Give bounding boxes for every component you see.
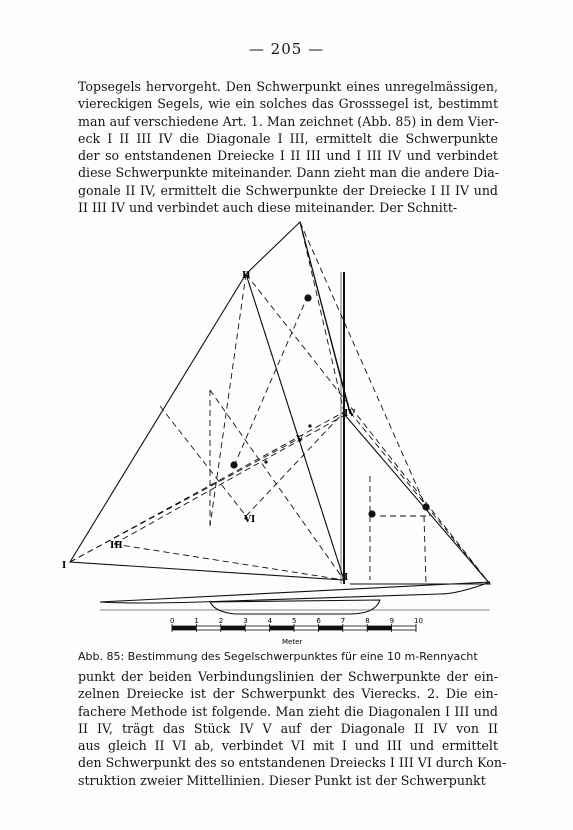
scale-number: 7	[340, 617, 346, 625]
mainsail	[344, 414, 490, 584]
scale-bar	[170, 617, 423, 646]
label-IV-mast: IV	[344, 409, 356, 419]
text-line: man auf verschiedene Art. 1. Man zeichnet (Abb. 85) in dem Vier-	[78, 113, 499, 129]
text-line: der so entstandenen Dreiecke I II III und I III IV und verbindet	[78, 148, 498, 164]
text-line: diese Schwerpunkte miteinander. Dann zieht man die andere Dia-	[78, 165, 500, 181]
scale-number: 5	[292, 617, 297, 625]
scale-segment	[196, 626, 220, 630]
centroid-dot	[304, 294, 311, 301]
topsail	[246, 222, 350, 412]
diagonal-line	[350, 412, 490, 584]
hull-keel	[210, 600, 380, 614]
scale-segment	[294, 626, 318, 630]
scale-segment	[221, 626, 245, 630]
label-VI: VI	[244, 515, 256, 525]
diagonal-line	[160, 406, 246, 516]
text-line: II IV, trägt das Stück IV V auf der Diagonale II IV von II	[78, 720, 498, 736]
scale-number: 10	[414, 617, 423, 625]
sail-diagram	[60, 216, 510, 648]
diagonal-line	[210, 390, 344, 580]
scale-number: 8	[365, 617, 370, 625]
diagonal-line	[70, 438, 300, 562]
yacht-hull	[100, 582, 490, 603]
figure-caption: Abb. 85: Bestimmung des Segelschwerpunktes für eine 10 m-Rennyacht	[78, 650, 478, 663]
paragraph-bottom	[78, 668, 507, 789]
diagonal-line	[246, 274, 490, 584]
text-line: Topsegels hervorgeht. Den Schwerpunkt eines unregelmässigen,	[78, 79, 498, 94]
sail-diagram-figure	[60, 216, 510, 648]
diagonal-line	[300, 222, 430, 516]
scale-segment	[245, 626, 269, 630]
label-I-mast: I	[344, 573, 349, 583]
scale-segment	[270, 626, 294, 630]
scale-unit-label: Meter	[282, 638, 303, 646]
scale-segment	[367, 626, 391, 630]
scale-number: 9	[389, 617, 395, 625]
text-line: gonale II IV, ermittelt die Schwerpunkte der Dreiecke I II IV und	[78, 182, 498, 198]
scale-number: 1	[194, 617, 199, 625]
text-line: aus gleich II VI ab, verbindet VI mit I und III und ermittelt	[78, 738, 498, 754]
label-III-jib: III	[110, 541, 123, 551]
scale-number: 3	[243, 617, 248, 625]
centroid-dot	[230, 461, 237, 468]
diagonal-line	[114, 544, 344, 580]
label-II-top: II	[242, 271, 251, 281]
text-line: zelnen Dreiecke ist der Schwerpunkt des Vierecks. 2. Die ein-	[78, 686, 498, 702]
scale-number: 2	[218, 617, 224, 625]
text-line: eck I II III IV die Diagonale I III, ermittelt die Schwerpunkte	[78, 130, 498, 146]
marker-dot	[308, 424, 311, 427]
centroid-dot	[368, 510, 375, 517]
scale-segment	[318, 626, 342, 630]
diagonal-line	[210, 274, 246, 526]
text-line: punkt der beiden Verbindungslinien der Schwerpunkte der ein-	[78, 669, 498, 684]
diagonal-line	[424, 516, 426, 584]
scale-number: 6	[316, 617, 321, 625]
text-line: fachere Methode ist folgende. Man zieht die Diagonalen I III und	[78, 703, 498, 719]
centroid-dot	[422, 503, 429, 510]
foresail	[70, 274, 344, 580]
text-line: struktion zweier Mittellinien. Dieser Punkt ist der Schwerpunkt	[78, 772, 486, 788]
scale-number: 0	[170, 617, 175, 625]
scale-segment	[343, 626, 367, 630]
text-line: den Schwerpunkt des so entstandenen Dreiecks I III VI durch Kon-	[78, 755, 507, 771]
label-V: V	[296, 435, 303, 445]
diagonal-line	[300, 222, 344, 412]
scale-segment	[392, 626, 416, 630]
scale-segment	[172, 626, 196, 630]
marker-dot	[264, 460, 267, 463]
text-line: viereckigen Segels, wie ein solches das Grosssegel ist, bestimmt	[78, 96, 498, 112]
scale-number: 4	[267, 617, 273, 625]
page-number: — 205 —	[248, 40, 325, 58]
text-line: II III IV und verbindet auch diese miteinander. Der Schnitt-	[78, 200, 458, 216]
paragraph-top	[78, 78, 498, 216]
label-I-left: I	[62, 561, 67, 571]
